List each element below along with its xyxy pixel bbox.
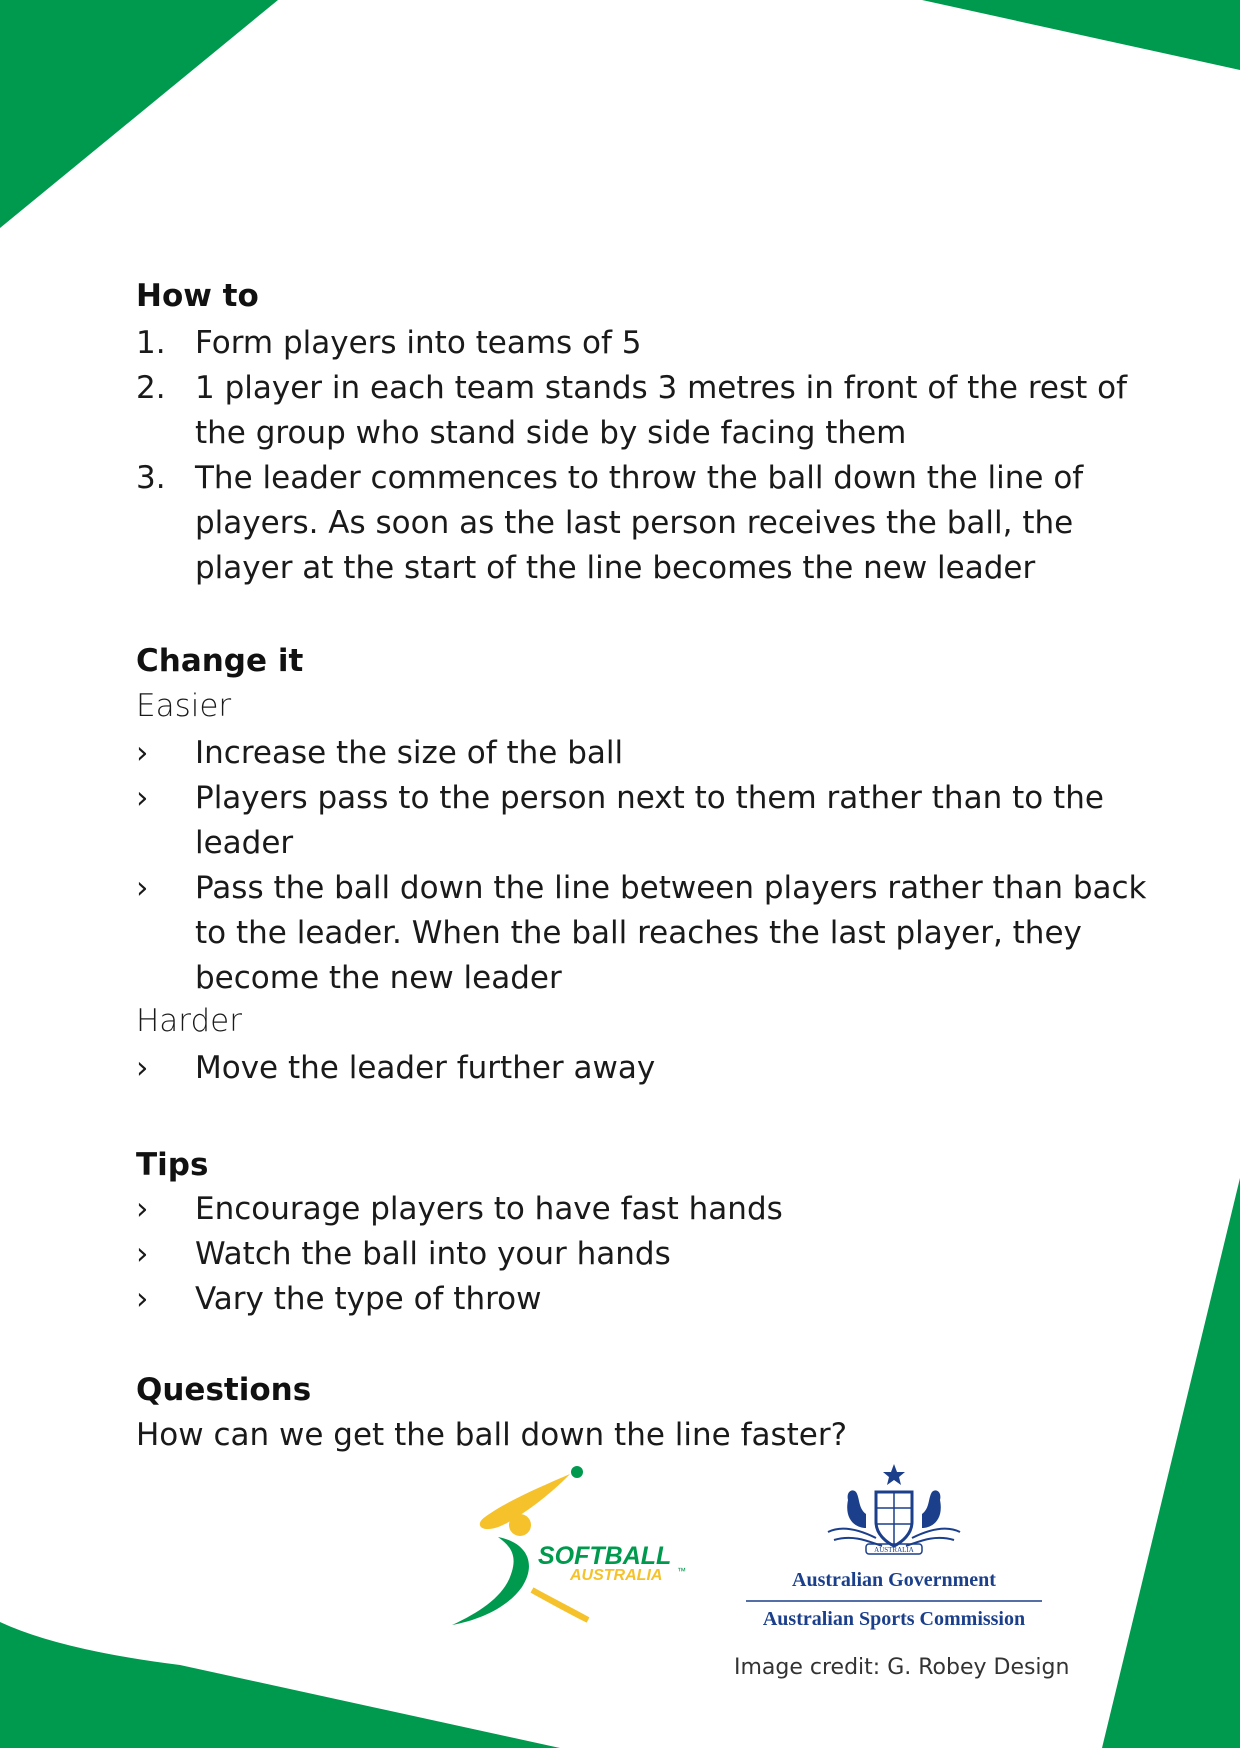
list-item-line: player at the start of the line becomes the new leader [195, 550, 1036, 586]
list-item-line: Watch the ball into your hands [195, 1236, 671, 1272]
list-item-line: Form players into teams of 5 [195, 325, 642, 361]
list-marker: 3. [136, 460, 166, 496]
easier-label: Easier [136, 688, 232, 724]
australian-government-logo [744, 1462, 1044, 1637]
list-item-text [195, 366, 1126, 456]
swoosh-gold-lower [532, 1590, 588, 1620]
list-item-line: leader [195, 825, 294, 861]
list-marker: › [136, 735, 149, 771]
list-item-line: Pass the ball down the line between players rather than back [195, 870, 1147, 906]
list-item-line: Increase the size of the ball [195, 735, 624, 771]
list-item-line: the group who stand side by side facing them [195, 415, 907, 451]
australian-sports-commission-text: Australian Sports Commission [762, 1608, 1026, 1630]
list-marker: 1. [136, 325, 166, 361]
top-right-green-triangle [922, 0, 1240, 70]
softball-wordmark: SOFTBALL [538, 1542, 672, 1570]
list-item-text [195, 456, 1126, 591]
list-item-text [195, 1046, 1126, 1091]
questions-heading: Questions [136, 1372, 312, 1408]
list-marker: 2. [136, 370, 166, 406]
swoosh-green [452, 1537, 529, 1625]
list-marker: › [136, 870, 149, 906]
list-item [136, 456, 1126, 591]
list-marker: › [136, 780, 149, 816]
question-text: How can we get the ball down the line faster? [136, 1417, 848, 1453]
list-item-text [195, 866, 1147, 1001]
list-item-text [195, 731, 1126, 776]
list-item [136, 321, 1126, 366]
list-item-line: to the leader. When the ball reaches the last player, they [195, 915, 1082, 951]
list-item-text [195, 1277, 1126, 1322]
list-item [136, 1046, 1126, 1091]
list-marker: › [136, 1191, 149, 1227]
softball-australia-logo [450, 1462, 690, 1632]
list-marker: › [136, 1281, 149, 1317]
list-item-line: Encourage players to have fast hands [195, 1191, 783, 1227]
list-item [136, 731, 1126, 776]
emblem-scroll-text: AUSTRALIA [874, 1546, 914, 1554]
list-marker: › [136, 1236, 149, 1272]
list-item [136, 1187, 1126, 1232]
image-credit: Image credit: G. Robey Design [734, 1655, 1070, 1680]
list-item-text [195, 321, 1126, 366]
how-to-heading: How to [136, 278, 259, 314]
softball-ball-icon [571, 1466, 583, 1478]
list-item-line: become the new leader [195, 960, 562, 996]
player-head-icon [509, 1514, 531, 1536]
list-item [136, 1232, 1126, 1277]
list-item-line: Vary the type of throw [195, 1281, 542, 1317]
list-item-line: The leader commences to throw the ball down the line of [195, 460, 1084, 496]
list-item [136, 1277, 1126, 1322]
coat-of-arms-icon [828, 1464, 960, 1554]
list-item [136, 366, 1126, 456]
list-item-line: Move the leader further away [195, 1050, 656, 1086]
harder-label: Harder [136, 1003, 243, 1039]
list-item-line: 1 player in each team stands 3 metres in front of the rest of [195, 370, 1128, 406]
bottom-left-green-band [0, 1622, 560, 1748]
change-it-heading: Change it [136, 643, 304, 679]
australian-government-text: Australian Government [792, 1569, 996, 1591]
list-item [136, 866, 1147, 1001]
trademark-symbol: ™ [677, 1566, 686, 1576]
australia-wordmark: AUSTRALIA [570, 1567, 663, 1584]
list-item [136, 776, 1126, 866]
list-item-text [195, 1232, 1126, 1277]
list-item-text [195, 1187, 1126, 1232]
list-item-text [195, 776, 1126, 866]
list-item-line: players. As soon as the last person receives the ball, the [195, 505, 1074, 541]
list-marker: › [136, 1050, 149, 1086]
top-left-green-triangle [0, 0, 278, 228]
tips-heading: Tips [136, 1147, 209, 1183]
list-item-line: Players pass to the person next to them rather than to the [195, 780, 1104, 816]
